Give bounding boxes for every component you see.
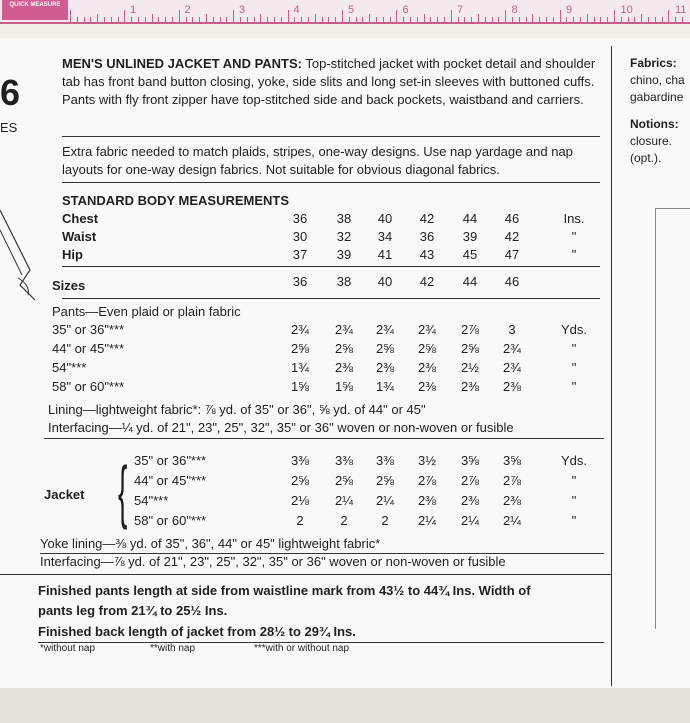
size-cell: 36 <box>292 274 308 289</box>
notions-line-2: (opt.). <box>630 151 662 165</box>
table-cell: 2⅞ <box>460 473 480 488</box>
unit-cell: Yds. <box>560 453 587 468</box>
unit-cell: " <box>571 493 577 508</box>
pants-interfacing: Interfacing—¼ yd. of 21", 23", 25", 32", 35" or 36" woven or non-woven or fusible <box>48 420 514 435</box>
ruler-tick <box>560 10 561 22</box>
ruler-tick <box>254 17 255 22</box>
ruler-tick <box>390 17 391 22</box>
ruler-tick <box>158 17 159 22</box>
ruler-tick <box>424 14 425 22</box>
table-cell: 2⅜ <box>417 360 437 375</box>
ruler-tick <box>532 14 533 22</box>
ruler-tick <box>226 17 227 22</box>
ruler-tick <box>315 14 316 22</box>
ruler-number: 10 <box>620 4 633 16</box>
table-cell: 39 <box>336 247 352 262</box>
ruler-tick <box>322 17 323 22</box>
table-cell: 2⅝ <box>290 341 310 356</box>
notions-line-1: closure. <box>630 134 673 148</box>
ruler-tick <box>335 17 336 22</box>
size-cell: 38 <box>336 274 352 289</box>
table-cell: 43 <box>419 247 435 262</box>
ruler-tick <box>662 17 663 22</box>
ruler-tick <box>430 17 431 22</box>
row-label: 54"*** <box>134 493 169 508</box>
ruler-tick <box>281 17 282 22</box>
ruler-tick <box>104 17 105 22</box>
ruler-tick <box>172 17 173 22</box>
ruler-tick <box>621 17 622 22</box>
table-cell: 45 <box>462 247 478 262</box>
ruler-tick <box>526 17 527 22</box>
ruler-tick <box>498 17 499 22</box>
ruler-number: 3 <box>239 4 246 16</box>
ruler-tick <box>294 17 295 22</box>
ruler-tick <box>655 17 656 22</box>
ruler-tick <box>90 17 91 22</box>
finished-jacket-length: Finished back length of jacket from 28½ to 29¾ Ins. <box>38 624 356 639</box>
ruler-tick <box>478 14 479 22</box>
table-cell: 2⅝ <box>334 473 354 488</box>
ruler-tick <box>342 10 343 22</box>
pants-heading: Pants—Even plaid or plain fabric <box>52 304 241 319</box>
table-cell: 36 <box>419 229 435 244</box>
table-cell: 2⅜ <box>417 379 437 394</box>
fabrics-label: Fabrics: <box>630 56 677 70</box>
ruler-tick <box>458 17 459 22</box>
table-cell: 2 <box>340 513 348 528</box>
ruler-tick <box>206 14 207 22</box>
table-cell: 3⅜ <box>375 453 395 468</box>
divider <box>0 574 611 575</box>
ruler-tick <box>505 10 506 22</box>
ruler-tick <box>349 17 350 22</box>
jacket-brace: { <box>118 452 128 530</box>
ruler-tick <box>362 17 363 22</box>
garment-title: MEN'S UNLINED JACKET AND PANTS: <box>62 56 302 71</box>
ruler-tick <box>471 17 472 22</box>
size-number: 6 <box>0 72 21 113</box>
ruler-tick <box>607 17 608 22</box>
table-cell: 2⅞ <box>417 473 437 488</box>
ruler-tick <box>328 17 329 22</box>
ruler-tick <box>165 17 166 22</box>
ruler-tick <box>376 17 377 22</box>
ruler-tick <box>179 10 180 22</box>
table-cell: 2⅝ <box>375 341 395 356</box>
ruler-tick <box>437 17 438 22</box>
table-cell: 38 <box>336 211 352 226</box>
extra-fabric-note: Extra fabric needed to match plaids, stripes, one-way designs. Use nap yardage and nap layouts for one-way design fabrics. Not suitable for obvious diagonal fabrics. <box>62 144 573 177</box>
ruler-number: 2 <box>184 4 191 16</box>
table-cell: 42 <box>504 229 520 244</box>
table-cell: 2⅝ <box>460 341 480 356</box>
table-cell: 2⅜ <box>375 360 395 375</box>
table-cell: 2⅜ <box>502 379 522 394</box>
ruler-tick <box>267 17 268 22</box>
ruler-tick <box>668 10 669 22</box>
table-cell: 2⅝ <box>417 341 437 356</box>
table-cell: 34 <box>377 229 393 244</box>
fabrics-line-1: chino, cha <box>630 73 685 87</box>
table-cell: 2¾ <box>502 360 522 375</box>
right-panel-box <box>655 208 690 629</box>
table-cell: 2⅜ <box>460 379 480 394</box>
ruler-tick <box>682 17 683 22</box>
ruler-tick <box>84 17 85 22</box>
table-cell: 3⅝ <box>502 453 522 468</box>
table-cell: 41 <box>377 247 393 262</box>
ruler-tick <box>519 17 520 22</box>
table-cell: 2¼ <box>460 513 480 528</box>
footnote-with-nap: **with nap <box>150 643 196 654</box>
unit-cell: " <box>571 229 577 244</box>
divider <box>62 136 600 137</box>
table-cell: 1¾ <box>375 379 395 394</box>
ruler-tick <box>356 17 357 22</box>
unit-cell: Ins. <box>563 211 585 226</box>
table-cell: 37 <box>292 247 308 262</box>
ruler-tick <box>383 17 384 22</box>
table-cell: 3⅜ <box>334 453 354 468</box>
ruler-tick <box>587 14 588 22</box>
divider <box>44 438 604 439</box>
ruler-tick <box>199 17 200 22</box>
table-cell: 2⅛ <box>290 493 310 508</box>
panel-divider <box>611 46 612 686</box>
size-cell: 40 <box>377 274 393 289</box>
unit-cell: " <box>571 247 577 262</box>
unit-cell: " <box>571 473 577 488</box>
ruler-tick <box>485 17 486 22</box>
finished-pants-line-1: Finished pants length at side from waistline mark from 43½ to 44¾ Ins. Width of <box>38 583 531 598</box>
size-cell: 44 <box>462 274 478 289</box>
unit-cell: " <box>571 379 577 394</box>
ruler-tick <box>594 17 595 22</box>
divider <box>62 266 600 267</box>
ruler-number: 8 <box>511 4 518 16</box>
measurements-heading: STANDARD BODY MEASUREMENTS <box>62 193 290 208</box>
table-cell: 2¾ <box>502 341 522 356</box>
description-block <box>62 55 607 109</box>
table-cell: 2⅜ <box>417 493 437 508</box>
garment-description-text: Top-stitched jacket with pocket detail and shoulder tab has front band button closing, yoke, side slits and long set-in sleeves with buttoned cuffs. Pants with fly front zipper have top-stitched side and back pockets, waistband and carriers. <box>62 56 596 107</box>
table-cell: 2¼ <box>334 493 354 508</box>
ruler-tick <box>464 17 465 22</box>
notions-label: Notions: <box>630 117 679 131</box>
divider <box>62 298 600 299</box>
ruler-tick <box>70 10 71 22</box>
table-cell: 2¾ <box>334 322 354 337</box>
ruler-number: 7 <box>457 4 464 16</box>
table-cell: 36 <box>292 211 308 226</box>
table-cell: 3 <box>508 322 516 337</box>
ruler-tick <box>213 17 214 22</box>
table-cell: 1¾ <box>290 360 310 375</box>
table-cell: 2 <box>296 513 304 528</box>
ruler-tick <box>138 17 139 22</box>
table-cell: 2⅞ <box>460 322 480 337</box>
finished-pants-line-2: pants leg from 21¾ to 25½ Ins. <box>38 603 228 618</box>
table-cell: 2¾ <box>375 322 395 337</box>
ruler-tick <box>145 17 146 22</box>
ruler-tick <box>131 17 132 22</box>
ruler-tick <box>192 17 193 22</box>
table-cell: 2¼ <box>417 513 437 528</box>
ruler-tick <box>417 17 418 22</box>
table-cell: 2⅝ <box>375 473 395 488</box>
table-cell: 2¾ <box>290 322 310 337</box>
ruler-tick <box>614 10 615 22</box>
unit-cell: " <box>571 360 577 375</box>
table-cell: 2⅝ <box>334 341 354 356</box>
right-column <box>630 55 690 167</box>
jacket-interfacing: Interfacing—⅞ yd. of 21", 23", 25", 32", 35" or 36" woven or non-woven or fusible <box>40 554 506 569</box>
tape-measure-ruler <box>0 0 690 24</box>
quick-measure-badge: QUICK MEASURE <box>2 0 68 20</box>
table-cell: 42 <box>419 211 435 226</box>
table-cell: 2 <box>381 513 389 528</box>
unit-cell: " <box>571 513 577 528</box>
table-cell: 47 <box>504 247 520 262</box>
ruler-tick <box>77 17 78 22</box>
left-es-label: ES <box>0 120 18 135</box>
table-cell: 1⅝ <box>334 379 354 394</box>
row-label: 58" or 60"*** <box>134 513 207 528</box>
ruler-tick <box>240 17 241 22</box>
size-cell: 42 <box>419 274 435 289</box>
row-label: Waist <box>62 229 97 244</box>
ruler-tick <box>492 17 493 22</box>
size-cell: 46 <box>504 274 520 289</box>
fabrics-line-2: gabardine <box>630 90 684 104</box>
row-label: 44" or 45"*** <box>134 473 207 488</box>
table-cell: 2⅜ <box>460 493 480 508</box>
ruler-tick <box>301 17 302 22</box>
ruler-tick <box>641 14 642 22</box>
table-cell: 44 <box>462 211 478 226</box>
footnote-with-or-without-nap: ***with or without nap <box>254 643 350 654</box>
row-label: 35" or 36"*** <box>134 453 207 468</box>
pants-lining: Lining—lightweight fabric*: ⅞ yd. of 35" or 36", ⅝ yd. of 44" or 45" <box>48 402 426 417</box>
ruler-number: 1 <box>130 4 137 16</box>
ruler-tick <box>369 14 370 22</box>
table-cell: 2¼ <box>502 513 522 528</box>
ruler-tick <box>152 14 153 22</box>
ruler-tick <box>124 10 125 22</box>
ruler-tick <box>553 17 554 22</box>
table-cell: 39 <box>462 229 478 244</box>
table-cell: 2½ <box>460 360 480 375</box>
table-cell: 2⅜ <box>502 493 522 508</box>
ruler-tick <box>308 17 309 22</box>
footnote-without-nap: *without nap <box>40 643 96 654</box>
ruler-tick <box>288 10 289 22</box>
bottom-surface <box>0 688 690 723</box>
ruler-tick <box>247 17 248 22</box>
ruler-number: 4 <box>293 4 300 16</box>
garment-sketch-icon <box>0 200 45 310</box>
table-cell: 40 <box>377 211 393 226</box>
row-label: Hip <box>62 247 83 262</box>
ruler-number: 5 <box>348 4 355 16</box>
ruler-tick <box>512 17 513 22</box>
row-label: 54"*** <box>52 360 87 375</box>
ruler-tick <box>111 17 112 22</box>
ruler-tick <box>628 17 629 22</box>
row-label: Chest <box>62 211 99 226</box>
sizes-label: Sizes <box>52 278 86 293</box>
table-cell: 32 <box>336 229 352 244</box>
ruler-number: 9 <box>566 4 573 16</box>
yoke-lining: Yoke lining—⅜ yd. of 35", 36", 44" or 45" lightweight fabric* <box>40 536 381 551</box>
ruler-tick <box>648 17 649 22</box>
table-cell: 3⅝ <box>460 453 480 468</box>
ruler-tick <box>186 17 187 22</box>
table-cell: 2¼ <box>375 493 395 508</box>
table-cell: 2⅝ <box>290 473 310 488</box>
row-label: 58" or 60"*** <box>52 379 125 394</box>
ruler-number: 6 <box>402 4 409 16</box>
ruler-tick <box>580 17 581 22</box>
ruler-tick <box>233 10 234 22</box>
table-cell: 2¾ <box>417 322 437 337</box>
ruler-tick <box>539 17 540 22</box>
ruler-tick <box>97 14 98 22</box>
row-label: 35" or 36"*** <box>52 322 125 337</box>
ruler-tick <box>451 10 452 22</box>
table-cell: 1⅝ <box>290 379 310 394</box>
table-cell: 2⅜ <box>334 360 354 375</box>
ruler-tick <box>220 17 221 22</box>
table-cell: 2⅞ <box>502 473 522 488</box>
ruler-number: 11 <box>675 4 687 16</box>
table-cell: 30 <box>292 229 308 244</box>
divider <box>62 182 600 183</box>
jacket-label: Jacket <box>44 487 85 502</box>
ruler-tick <box>634 17 635 22</box>
unit-cell: Yds. <box>560 322 587 337</box>
table-cell: 46 <box>504 211 520 226</box>
garment-description <box>62 55 607 109</box>
ruler-tick <box>600 17 601 22</box>
ruler-tick <box>546 17 547 22</box>
ruler-tick <box>410 17 411 22</box>
ruler-tick <box>260 14 261 22</box>
ruler-tick <box>403 17 404 22</box>
table-cell: 3⅜ <box>290 453 310 468</box>
ruler-tick <box>274 17 275 22</box>
ruler-tick <box>566 17 567 22</box>
table-cell: 3½ <box>417 453 437 468</box>
ruler-tick <box>118 17 119 22</box>
ruler-tick <box>573 17 574 22</box>
unit-cell: " <box>571 341 577 356</box>
row-label: 44" or 45"*** <box>52 341 125 356</box>
ruler-tick <box>675 17 676 22</box>
ruler-tick <box>444 17 445 22</box>
ruler-tick <box>396 10 397 22</box>
